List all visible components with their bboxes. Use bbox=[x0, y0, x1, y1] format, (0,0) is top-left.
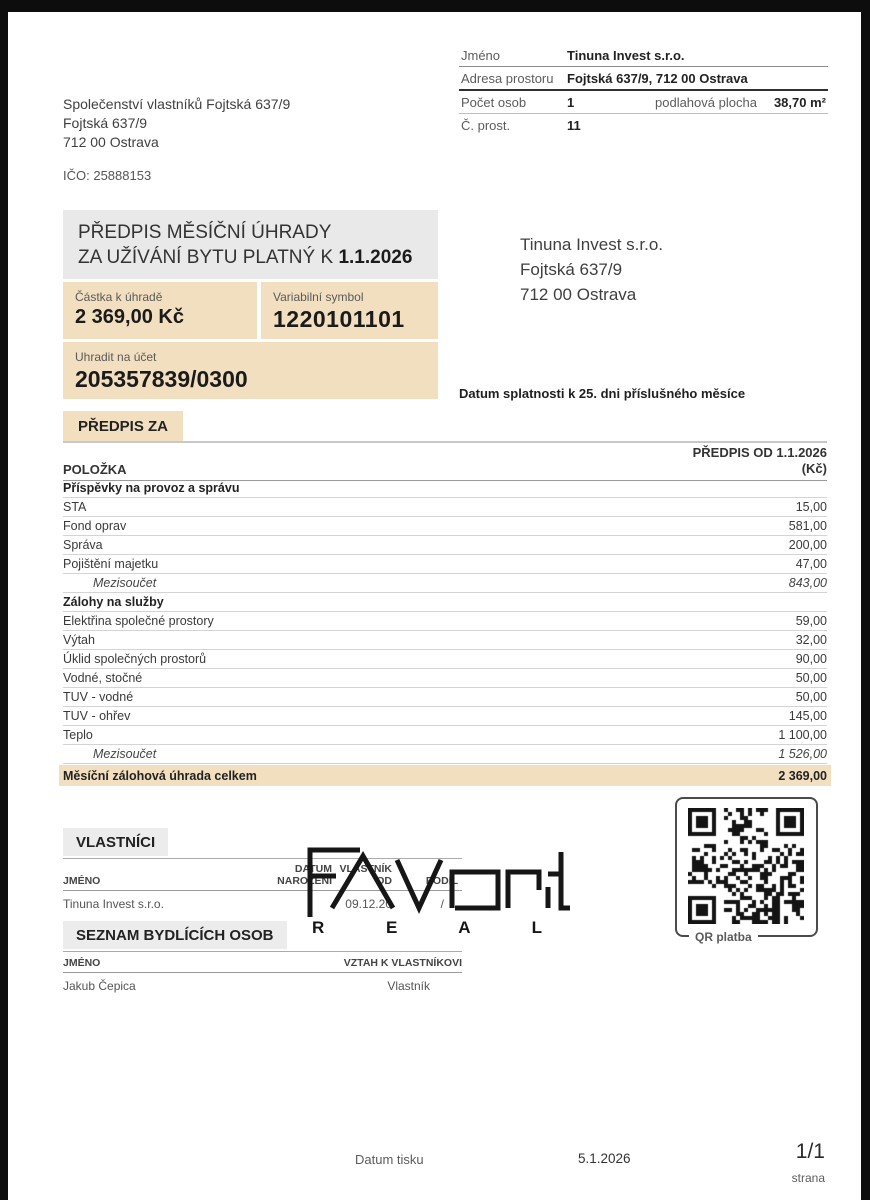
resident-relation: Vlastník bbox=[387, 979, 430, 993]
row-value: 1 526,00 bbox=[778, 747, 827, 761]
issuer-name: Společenství vlastníků Fojtská 637/9 bbox=[63, 96, 291, 112]
column-header-item: POLOŽKA bbox=[63, 462, 127, 477]
divider bbox=[63, 441, 827, 443]
section-title-residents: SEZNAM BYDLÍCÍCH OSOB bbox=[63, 921, 287, 949]
frame-left bbox=[0, 0, 8, 1200]
row-label: STA bbox=[63, 500, 87, 514]
account-box bbox=[63, 342, 438, 399]
issuer-address-block bbox=[63, 95, 290, 152]
payer-street: Fojtská 637/9 bbox=[520, 260, 623, 279]
table-row bbox=[459, 67, 828, 91]
issuer-street: Fojtská 637/9 bbox=[63, 115, 148, 131]
row-value: 1 100,00 bbox=[778, 728, 827, 742]
print-date-label: Datum tisku bbox=[355, 1152, 424, 1167]
table-row bbox=[459, 44, 828, 67]
row-label: Výtah bbox=[63, 633, 95, 647]
owners-table-header bbox=[63, 859, 462, 891]
issuer-city: 712 00 Ostrava bbox=[63, 134, 159, 150]
owner-share: / bbox=[440, 897, 444, 911]
row-value: 145,00 bbox=[788, 709, 827, 723]
frame-right bbox=[861, 0, 870, 1200]
variable-symbol-value: 1220101101 bbox=[273, 306, 405, 332]
residents-section bbox=[63, 921, 462, 997]
title-line2-prefix: ZA UŽÍVÁNÍ BYTU PLATNÝ K bbox=[78, 247, 339, 268]
column-header-value-line2: (Kč) bbox=[801, 461, 827, 476]
row-label: Fond oprav bbox=[63, 519, 127, 533]
row-value: 38,70 m² bbox=[773, 95, 826, 110]
owner-name: Tinuna Invest s.r.o. bbox=[63, 897, 164, 911]
row-value: Tinuna Invest s.r.o. bbox=[567, 48, 685, 63]
row-label: Mezisoučet bbox=[93, 747, 157, 761]
row-label: Počet osob bbox=[461, 95, 527, 110]
column-header-name: JMÉNO bbox=[63, 957, 101, 969]
row-label: Elektřina společné prostory bbox=[63, 614, 214, 628]
qr-label: QR platba bbox=[689, 930, 758, 944]
row-label: Pojištění majetku bbox=[63, 557, 159, 571]
print-date-value: 5.1.2026 bbox=[578, 1151, 631, 1166]
resident-name: Jakub Čepica bbox=[63, 979, 136, 993]
column-header-birth: DATUM NAROZENÍ bbox=[277, 863, 332, 887]
table-row bbox=[63, 707, 827, 726]
table-row bbox=[63, 973, 462, 997]
residents-table-header bbox=[63, 952, 462, 973]
table-row bbox=[63, 726, 827, 745]
row-label: Č. prost. bbox=[461, 118, 511, 133]
row-label: Jméno bbox=[461, 48, 501, 63]
column-header-value-line1: PŘEDPIS OD 1.1.2026 bbox=[692, 445, 827, 460]
table-row bbox=[63, 631, 827, 650]
payer-name: Tinuna Invest s.r.o. bbox=[520, 235, 663, 254]
table-row bbox=[63, 612, 827, 631]
account-label: Uhradit na účet bbox=[75, 350, 157, 364]
frame-top bbox=[0, 0, 870, 12]
table-row bbox=[63, 891, 462, 915]
row-value: 32,00 bbox=[795, 633, 827, 647]
section-title-predpis: PŘEDPIS ZA bbox=[63, 411, 183, 441]
table-row bbox=[459, 114, 828, 136]
title-line2 bbox=[78, 245, 423, 270]
table-row bbox=[63, 517, 827, 536]
title-line1: PŘEDPIS MĚSÍČNÍ ÚHRADY bbox=[78, 222, 332, 243]
owners-section bbox=[63, 828, 462, 915]
row-label: Mezisoučet bbox=[93, 576, 157, 590]
row-value: 15,00 bbox=[795, 500, 827, 514]
row-value: 11 bbox=[567, 118, 581, 133]
row-value: Fojtská 637/9, 712 00 Ostrava bbox=[567, 71, 748, 86]
row-value: 200,00 bbox=[788, 538, 827, 552]
logo-letter-t bbox=[548, 852, 570, 908]
table-row bbox=[59, 765, 831, 786]
row-label: Příspěvky na provoz a správu bbox=[63, 481, 240, 495]
row-label: Teplo bbox=[63, 728, 93, 742]
table-row bbox=[63, 574, 827, 593]
table-row bbox=[63, 498, 827, 517]
document-title bbox=[63, 210, 438, 279]
page-number-label: strana bbox=[791, 1171, 825, 1185]
row-value: 50,00 bbox=[795, 671, 827, 685]
amount-label: Částka k úhradě bbox=[75, 290, 163, 304]
row-value: 47,00 bbox=[795, 557, 827, 571]
column-header-share: PODÍL bbox=[425, 875, 458, 887]
amount-box bbox=[63, 282, 257, 339]
variable-symbol-box bbox=[261, 282, 438, 339]
row-value: 1 bbox=[567, 95, 575, 110]
table-row bbox=[63, 688, 827, 707]
predpis-table-rows bbox=[63, 479, 827, 786]
table-row bbox=[459, 91, 828, 114]
row-value: 581,00 bbox=[788, 519, 827, 533]
row-label: Adresa prostoru bbox=[461, 71, 554, 86]
table-row bbox=[63, 536, 827, 555]
table-row bbox=[63, 650, 827, 669]
row-label: Zálohy na služby bbox=[63, 595, 164, 609]
table-row bbox=[63, 555, 827, 574]
payer-address-block bbox=[520, 232, 663, 307]
payer-city: 712 00 Ostrava bbox=[520, 285, 637, 304]
row-label: Správa bbox=[63, 538, 103, 552]
qr-payment-block bbox=[675, 797, 818, 944]
row-value: 50,00 bbox=[795, 690, 827, 704]
column-header-relation: VZTAH K VLASTNÍKOVI bbox=[343, 957, 462, 969]
table-row bbox=[63, 593, 827, 612]
qr-code bbox=[688, 808, 804, 924]
logo-letter-r bbox=[508, 872, 539, 908]
amount-value: 2 369,00 Kč bbox=[75, 306, 184, 328]
table-row bbox=[63, 669, 827, 688]
row-value: 843,00 bbox=[788, 576, 827, 590]
table-row bbox=[63, 745, 827, 764]
column-header-value bbox=[693, 445, 827, 477]
row-value: 2 369,00 bbox=[778, 768, 827, 783]
unit-info-table bbox=[459, 44, 828, 136]
row-label: Měsíční zálohová úhrada celkem bbox=[63, 768, 257, 783]
row-label: podlahová plocha bbox=[655, 95, 757, 110]
table-row bbox=[63, 479, 827, 498]
row-label: TUV - ohřev bbox=[63, 709, 131, 723]
predpis-table-header bbox=[63, 445, 827, 481]
row-value: 59,00 bbox=[795, 614, 827, 628]
owner-from: 09.12.20 bbox=[345, 897, 392, 911]
issuer-ico: IČO: 25888153 bbox=[63, 168, 152, 183]
account-value: 205357839/0300 bbox=[75, 366, 248, 392]
row-label: Vodné, stočné bbox=[63, 671, 143, 685]
row-value: 90,00 bbox=[795, 652, 827, 666]
column-header-owner-from: VLASTNÍK OD bbox=[339, 863, 392, 887]
row-label: TUV - vodné bbox=[63, 690, 134, 704]
variable-symbol-label: Variabilní symbol bbox=[273, 290, 364, 304]
page-number: 1/1 bbox=[795, 1140, 825, 1163]
logo-sub-text: R E A L bbox=[312, 918, 542, 937]
row-label: Úklid společných prostorů bbox=[63, 652, 207, 666]
title-valid-date: 1.1.2026 bbox=[338, 247, 413, 268]
column-header-name: JMÉNO bbox=[63, 875, 101, 887]
due-date-note: Datum splatnosti k 25. dni příslušného měsíce bbox=[459, 386, 746, 401]
section-title-owners: VLASTNÍCI bbox=[63, 828, 168, 856]
